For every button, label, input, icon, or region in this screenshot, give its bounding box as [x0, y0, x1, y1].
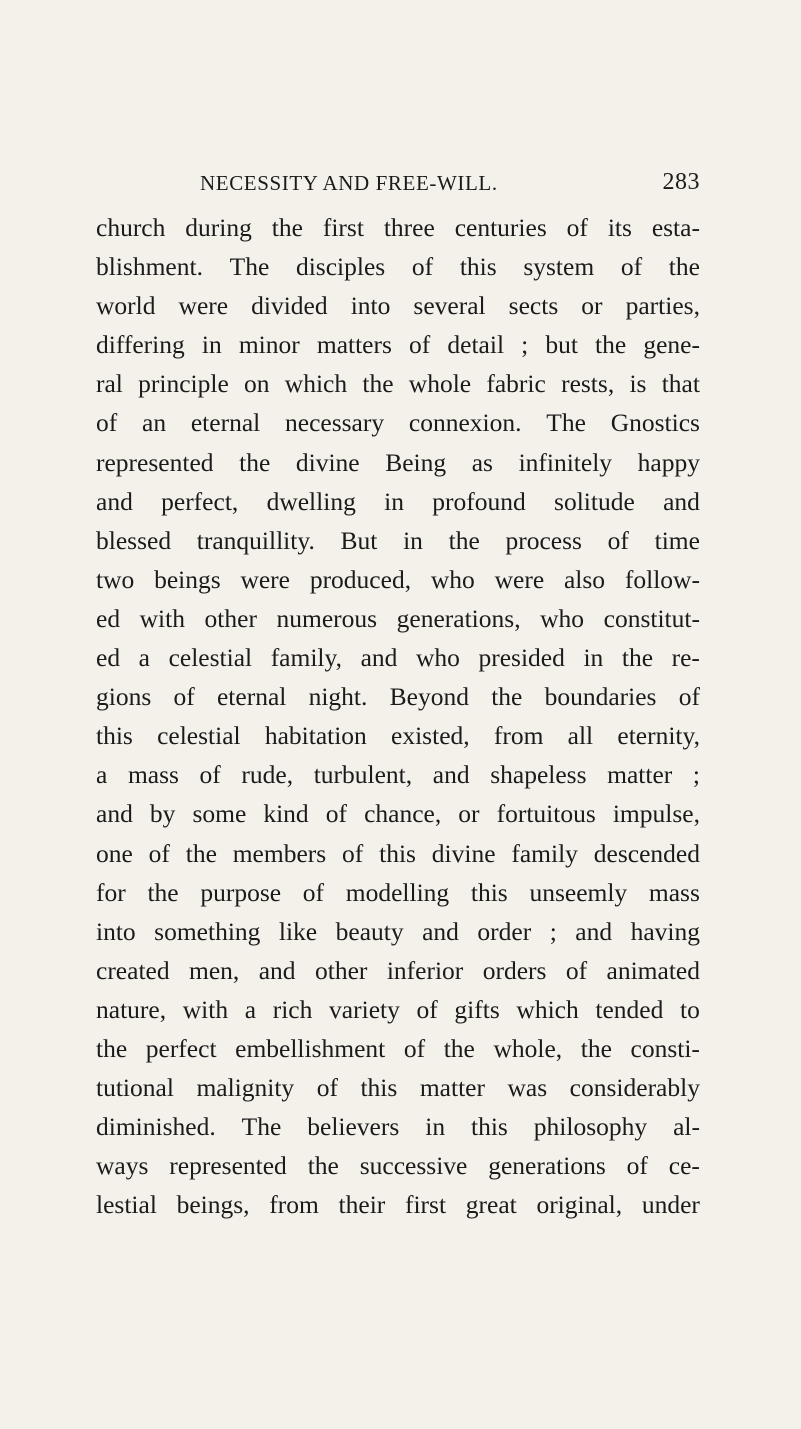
word: follow-	[624, 564, 700, 594]
word: the	[96, 1033, 128, 1063]
word: gene-	[643, 330, 700, 360]
text-line	[96, 1146, 700, 1185]
word: the	[239, 447, 271, 477]
word: impulse,	[612, 799, 700, 829]
word: differing	[96, 330, 185, 360]
word: having	[630, 916, 700, 946]
word: The	[229, 252, 270, 282]
word: an	[142, 408, 167, 438]
word: tutional	[96, 1073, 174, 1103]
word: of	[411, 252, 434, 282]
word: order	[477, 916, 532, 946]
word: this	[471, 1112, 508, 1142]
word: by	[149, 799, 176, 829]
word: esta-	[651, 213, 700, 242]
word: beings	[154, 564, 221, 594]
word: one	[96, 838, 133, 868]
word: created	[96, 955, 170, 985]
word: who	[430, 564, 475, 594]
word: represented	[96, 447, 214, 477]
word: solitude	[554, 486, 635, 516]
word: numerous	[276, 603, 378, 633]
word: and	[96, 486, 133, 516]
word: into	[96, 916, 136, 946]
word: of	[607, 525, 629, 555]
word: under	[641, 1190, 700, 1220]
word: habitation	[264, 721, 367, 751]
word: process	[505, 525, 582, 555]
word: ;	[692, 760, 700, 790]
word: members	[232, 838, 327, 868]
word: fortuitous	[496, 799, 596, 829]
word: two	[96, 564, 135, 594]
word: principle	[138, 369, 229, 399]
word: ed	[96, 643, 121, 673]
word: that	[661, 369, 700, 399]
word: the	[595, 330, 627, 360]
word: its	[607, 213, 632, 242]
word: infinitely	[518, 447, 613, 477]
word: re-	[671, 643, 700, 673]
word: family	[511, 838, 578, 868]
word: perfect	[145, 1033, 217, 1063]
word: and	[258, 955, 296, 985]
word: produced,	[309, 564, 412, 594]
word: constitut-	[603, 603, 700, 633]
word: eternity,	[617, 721, 700, 751]
word: kind	[263, 799, 309, 829]
word: time	[654, 525, 700, 555]
word: matter	[419, 1073, 485, 1103]
word: during	[185, 213, 252, 242]
word: a	[244, 994, 257, 1024]
word: of	[96, 408, 118, 438]
word: or	[458, 799, 480, 829]
text-line	[96, 873, 700, 912]
word: mass	[648, 877, 700, 907]
word: believers	[307, 1112, 400, 1142]
word: Beyond	[389, 682, 469, 712]
word: and	[360, 643, 398, 673]
word: of	[626, 1151, 648, 1181]
word: some	[192, 799, 247, 829]
word: parties,	[625, 291, 700, 321]
word: of	[409, 330, 431, 360]
word: embellishment	[235, 1033, 386, 1063]
word: of	[416, 994, 438, 1024]
word: were	[494, 564, 545, 594]
word: with	[139, 603, 185, 633]
word: from	[269, 1190, 319, 1220]
text-line	[96, 755, 700, 794]
word: al-	[673, 1112, 700, 1142]
word: eternal	[216, 682, 287, 712]
word: unseemly	[529, 877, 628, 907]
word: in	[583, 643, 604, 673]
word: family,	[270, 643, 342, 673]
page-number: 283	[662, 169, 700, 195]
text-line	[96, 951, 700, 990]
text-line	[96, 912, 700, 951]
word: happy	[637, 447, 700, 477]
word: and	[663, 486, 700, 516]
word: rests,	[561, 369, 615, 399]
word: this	[379, 838, 416, 868]
text-line	[96, 990, 700, 1029]
text-line	[96, 794, 700, 833]
word: inferior	[386, 955, 464, 985]
word: world	[96, 291, 156, 321]
word: their	[338, 1190, 386, 1220]
word: animated	[606, 955, 700, 985]
word: shapeless	[490, 760, 587, 790]
running-head-title: NECESSITY AND FREE-WILL.	[200, 171, 498, 195]
word: The	[241, 1112, 282, 1142]
word: this	[360, 1073, 398, 1103]
running-head	[200, 171, 700, 201]
word: descended	[593, 838, 700, 868]
text-line	[96, 677, 700, 716]
word: chance,	[364, 799, 442, 829]
text-line	[96, 521, 700, 560]
word: rude,	[241, 760, 294, 790]
word: sects	[508, 291, 559, 321]
word: purpose	[200, 877, 282, 907]
word: but	[545, 330, 578, 360]
word: the	[271, 213, 303, 242]
word: church	[96, 213, 166, 242]
word: beings,	[176, 1190, 250, 1220]
word: rich	[272, 994, 313, 1024]
word: existed,	[391, 721, 470, 751]
word: ral	[96, 369, 123, 399]
text-line	[96, 716, 700, 755]
word: of	[325, 799, 347, 829]
word: gifts	[454, 994, 500, 1024]
word: the	[362, 369, 394, 399]
word: of	[173, 682, 195, 712]
word: the	[443, 1033, 475, 1063]
text-line	[96, 560, 700, 599]
word: ce-	[668, 1151, 700, 1181]
word: in	[403, 525, 423, 555]
word: of	[316, 1073, 338, 1103]
word: in	[425, 1112, 446, 1142]
word: considerably	[569, 1073, 700, 1103]
word: of	[566, 213, 588, 242]
word: the	[621, 643, 654, 673]
text-line	[96, 443, 700, 482]
word: other	[314, 955, 368, 985]
word: of	[403, 1033, 426, 1063]
text-line	[96, 482, 700, 521]
word: the	[307, 1151, 339, 1181]
word: who	[415, 643, 460, 673]
word: whole	[408, 369, 472, 399]
text-line	[96, 403, 700, 442]
text-line	[96, 1068, 700, 1107]
word: of	[565, 955, 588, 985]
word: the	[668, 252, 700, 282]
word: the	[580, 1033, 612, 1063]
word: several	[413, 291, 486, 321]
word: was	[507, 1073, 548, 1103]
word: matters	[316, 330, 392, 360]
text-line	[96, 599, 700, 638]
text-line	[96, 1029, 700, 1068]
word: consti-	[630, 1033, 700, 1063]
word: necessary	[285, 408, 385, 438]
word: of	[302, 877, 325, 907]
word: eternal	[190, 408, 261, 438]
word: blishment.	[96, 252, 203, 282]
word: which	[516, 994, 579, 1024]
word: perfect,	[161, 486, 239, 516]
word: dwelling	[266, 486, 356, 516]
word: and	[432, 760, 470, 790]
word: diminished.	[96, 1112, 216, 1142]
word: or	[581, 291, 603, 321]
word: The	[546, 408, 586, 438]
word: into	[350, 291, 391, 321]
word: the	[147, 877, 179, 907]
word: successive	[359, 1151, 468, 1181]
word: divine	[295, 447, 360, 477]
text-line	[96, 325, 700, 364]
word: first	[404, 1190, 447, 1220]
word: Being	[385, 447, 447, 477]
word: who	[540, 603, 585, 633]
word: a	[96, 760, 108, 790]
word: men,	[189, 955, 240, 985]
word: divine	[431, 838, 496, 868]
word: represented	[169, 1151, 287, 1181]
word: ;	[521, 330, 529, 360]
word: system	[523, 252, 595, 282]
text-line	[96, 834, 700, 873]
word: ways	[96, 1151, 149, 1181]
word: variety	[329, 994, 400, 1024]
word: ed	[96, 603, 121, 633]
text-line	[96, 638, 700, 677]
word: of	[678, 682, 700, 712]
word: of	[342, 838, 364, 868]
word: boundaries	[544, 682, 657, 712]
word: mass	[127, 760, 179, 790]
word: malignity	[196, 1073, 295, 1103]
text-line	[96, 1185, 700, 1224]
word: connexion.	[408, 408, 522, 438]
text-line	[96, 1107, 700, 1146]
word: is	[629, 369, 647, 399]
word: nature,	[96, 994, 167, 1024]
word: centuries	[454, 213, 547, 242]
word: tended	[595, 994, 664, 1024]
word: a	[138, 643, 150, 673]
word: tranquillity.	[196, 525, 315, 555]
word: matter	[607, 760, 673, 790]
text-line	[96, 208, 700, 247]
word: lestial	[96, 1190, 157, 1220]
word: of	[199, 760, 221, 790]
word: philosophy	[533, 1112, 648, 1142]
text-line	[96, 247, 700, 286]
text-line	[96, 286, 700, 325]
word: Gnostics	[610, 408, 700, 438]
word: the	[491, 682, 523, 712]
word: for	[96, 877, 126, 907]
word: generations	[488, 1151, 606, 1181]
word: this	[96, 721, 133, 751]
word: and	[96, 799, 133, 829]
word: the	[185, 838, 217, 868]
word: gions	[96, 682, 152, 712]
text-line	[96, 364, 700, 403]
word: to	[680, 994, 700, 1024]
word: in	[201, 330, 222, 360]
word: all	[567, 721, 594, 751]
word: something	[154, 916, 261, 946]
word: like	[278, 916, 318, 946]
word: presided	[478, 643, 565, 673]
word: and	[422, 916, 459, 946]
word: But	[340, 525, 378, 555]
word: whole,	[493, 1033, 563, 1063]
word: also	[563, 564, 606, 594]
word: great	[465, 1190, 517, 1220]
word: and	[575, 916, 613, 946]
word: on	[244, 369, 270, 399]
word: were	[240, 564, 290, 594]
word: profound	[432, 486, 526, 516]
word: celestial	[168, 643, 253, 673]
word: minor	[238, 330, 300, 360]
word: this	[459, 252, 497, 282]
word: ;	[549, 916, 557, 946]
word: with	[182, 994, 229, 1024]
word: of	[620, 252, 643, 282]
word: beauty	[335, 916, 404, 946]
word: which	[284, 369, 348, 399]
word: generations,	[396, 603, 521, 633]
word: of	[148, 838, 170, 868]
word: first	[322, 213, 364, 242]
word: original,	[536, 1190, 623, 1220]
word: blessed	[96, 525, 172, 555]
word: fabric	[486, 369, 546, 399]
word: other	[204, 603, 257, 633]
word: as	[471, 447, 493, 477]
word: disciples	[295, 252, 386, 282]
word: the	[448, 525, 480, 555]
word: orders	[482, 955, 547, 985]
word: in	[384, 486, 404, 516]
word: from	[493, 721, 544, 751]
word: were	[178, 291, 229, 321]
word: this	[470, 877, 508, 907]
word: celestial	[157, 721, 241, 751]
word: divided	[251, 291, 328, 321]
word: modelling	[345, 877, 450, 907]
word: detail	[447, 330, 505, 360]
word: turbulent,	[313, 760, 413, 790]
body-paragraph	[96, 208, 700, 1224]
word: three	[383, 213, 435, 242]
word: night.	[308, 682, 368, 712]
